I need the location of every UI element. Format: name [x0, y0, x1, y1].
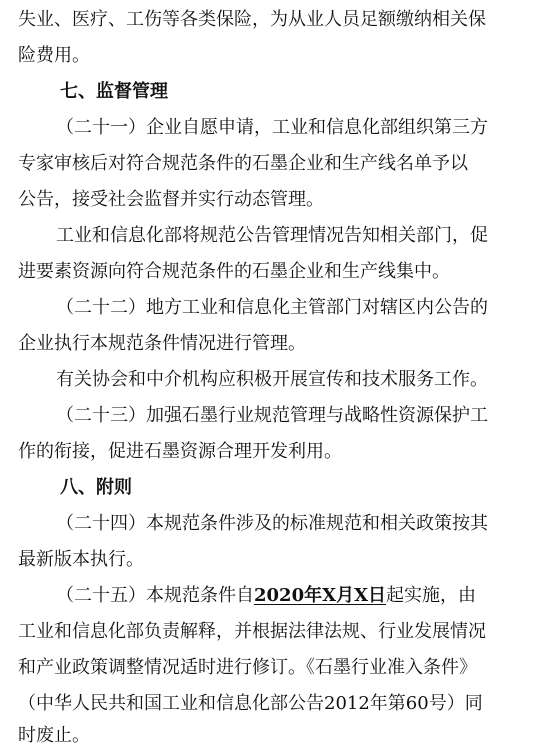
text-line: 工业和信息化部将规范公告管理情况告知相关部门，促 — [56, 225, 488, 246]
text-line: 作的衔接，促进石墨资源合理开发利用。 — [18, 441, 342, 462]
text-line: （中华人民共和国工业和信息化部公告2012年第60号）同 — [18, 693, 483, 714]
text-line: （二十二）地方工业和信息化主管部门对辖区内公告的 — [56, 297, 488, 318]
text-line: （二十一）企业自愿申请，工业和信息化部组织第三方 — [56, 117, 488, 138]
text-line: 最新版本执行。 — [18, 549, 144, 570]
text-line: 公告，接受社会监督并实行动态管理。 — [18, 189, 324, 210]
text-line: 险费用。 — [18, 45, 90, 66]
line-prefix: （二十五）本规范条件自 — [56, 585, 254, 606]
text-line: 企业执行本规范条件情况进行管理。 — [18, 333, 306, 354]
line-suffix: 起实施，由 — [386, 585, 477, 606]
text-line: 失业、医疗、工伤等各类保险，为从业人员足额缴纳相关保 — [18, 9, 486, 30]
text-line — [0, 578, 541, 614]
text-line: 有关协会和中介机构应积极开展宣传和技术服务工作。 — [56, 369, 488, 390]
text-line: 进要素资源向符合规范条件的石墨企业和生产线集中。 — [18, 261, 450, 282]
text-line: 工业和信息化部负责解释，并根据法律法规、行业发展情况 — [18, 621, 486, 642]
text-line: 和产业政策调整情况适时进行修订。《石墨行业准入条件》 — [18, 657, 477, 678]
text-line: 专家审核后对符合规范条件的石墨企业和生产线名单予以 — [18, 153, 468, 174]
section-heading: 七、监督管理 — [60, 81, 168, 102]
text-line: （二十四）本规范条件涉及的标准规范和相关政策按其 — [56, 513, 488, 534]
text-line: 时废止。 — [18, 725, 90, 746]
text-line: （二十三）加强石墨行业规范管理与战略性资源保护工 — [56, 405, 488, 426]
section-heading: 八、附则 — [60, 477, 132, 498]
effective-date: 2020年X月X日 — [254, 585, 387, 606]
